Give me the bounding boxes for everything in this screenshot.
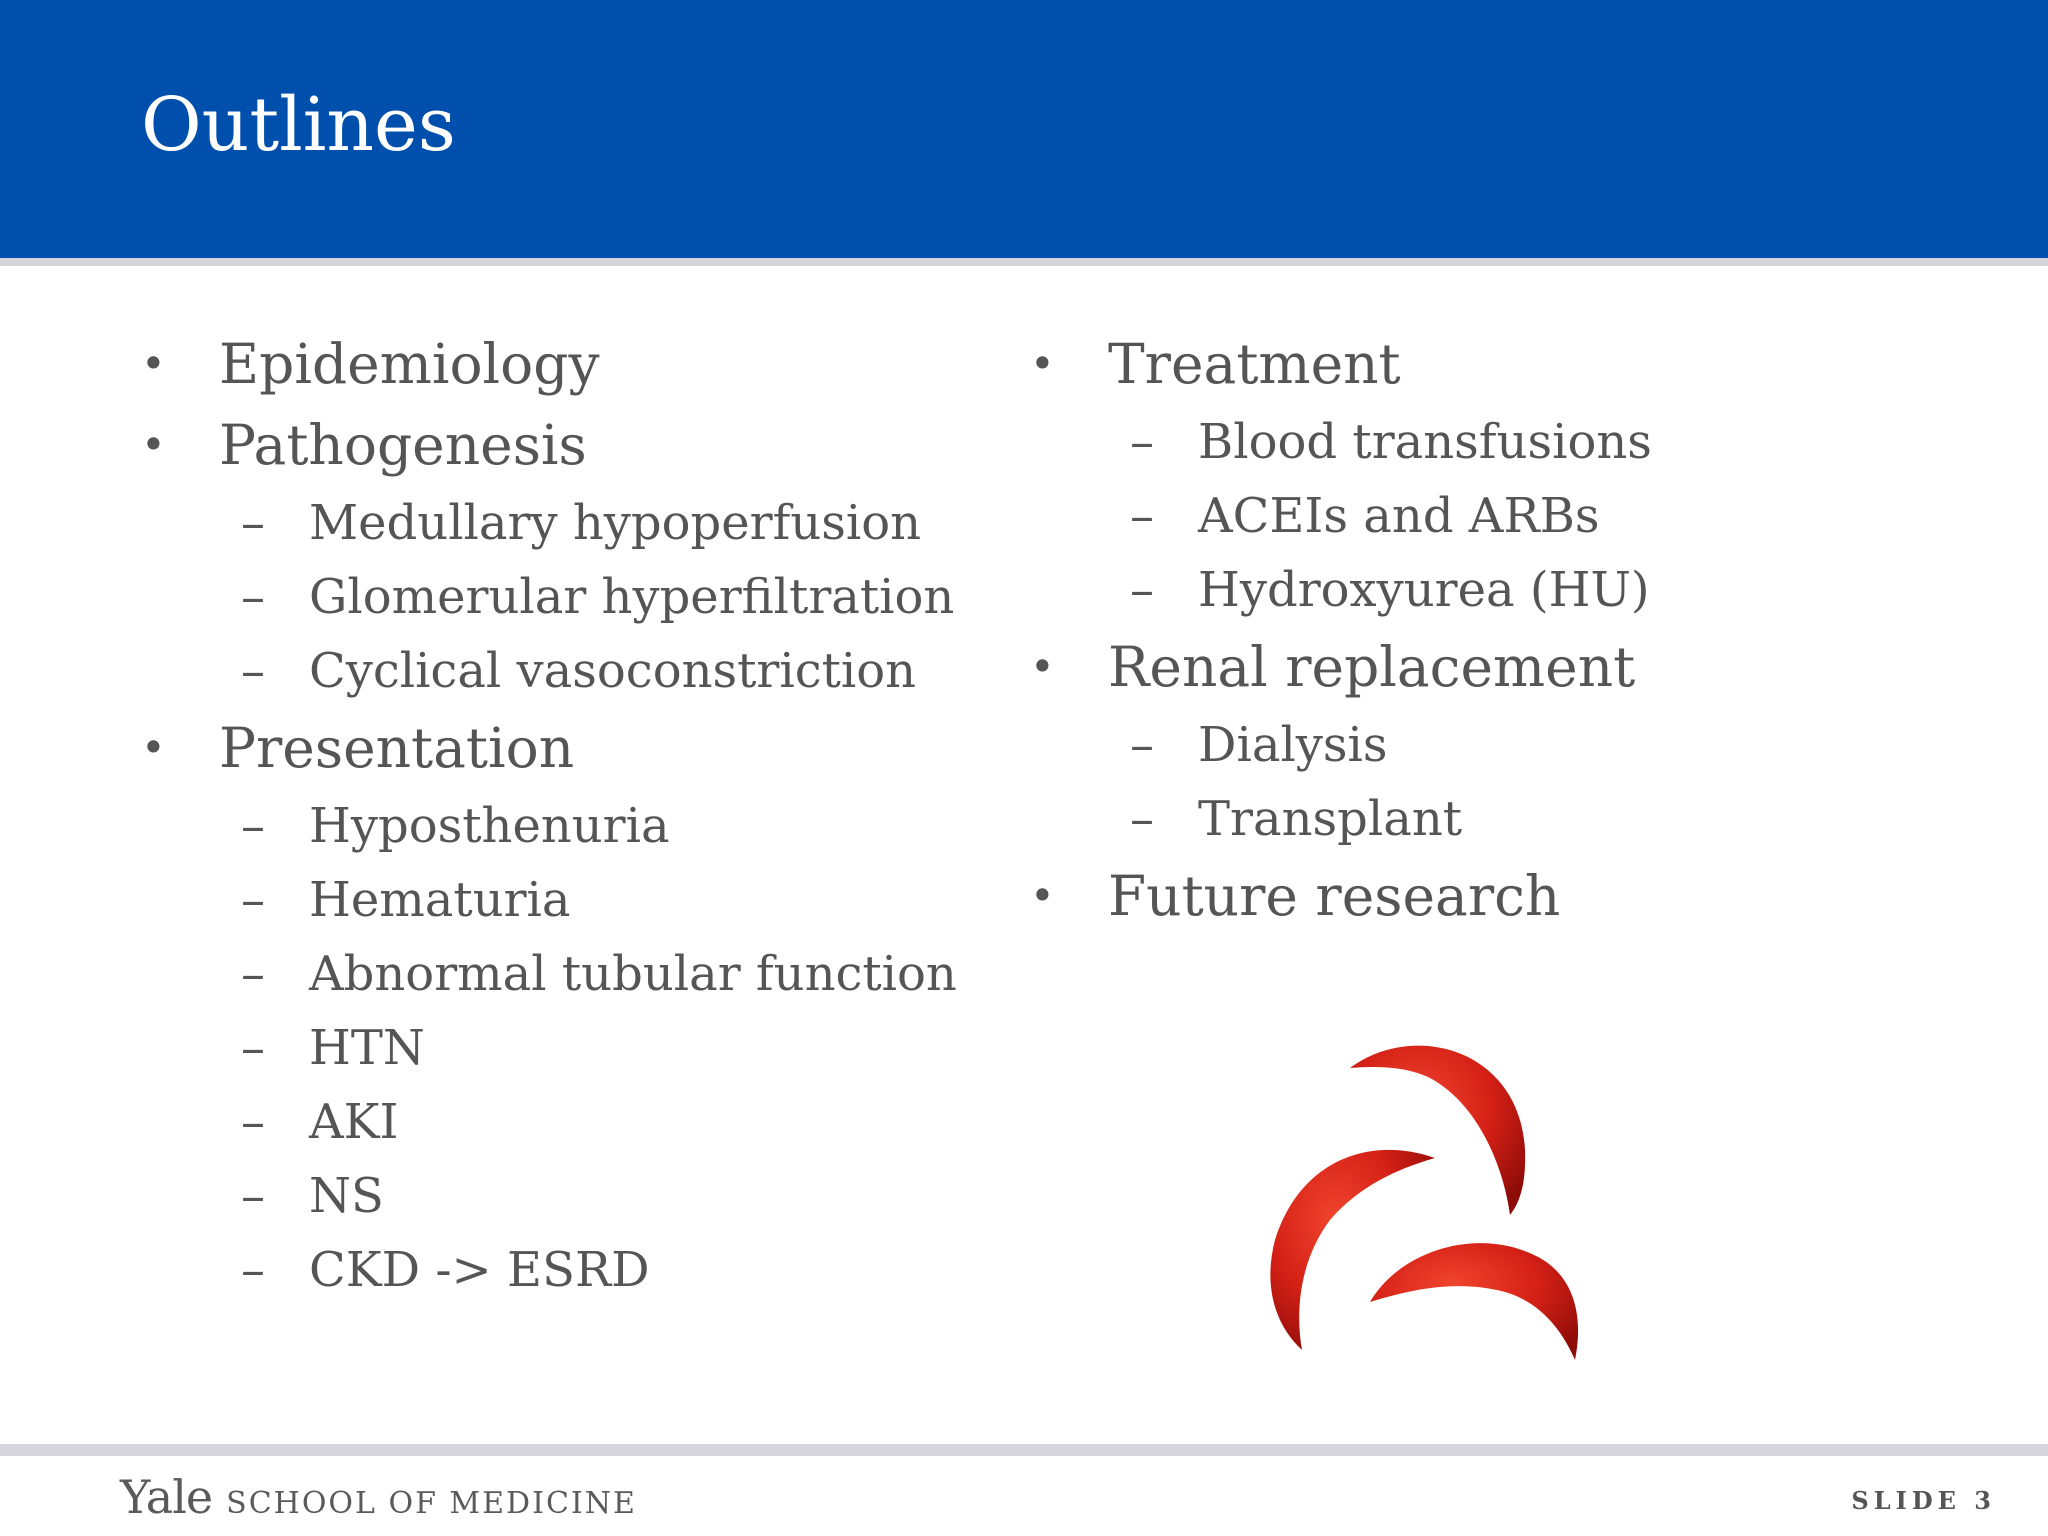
- outline-subitem: [1030, 483, 1830, 557]
- bullet-marker: •: [1030, 642, 1055, 691]
- outline-item-text: Cyclical vasoconstriction: [309, 643, 917, 699]
- dash-marker: –: [241, 1242, 265, 1298]
- outline-item-text: Renal replacement: [1108, 635, 1636, 699]
- dash-marker: –: [241, 643, 265, 699]
- outline-item: [1030, 631, 1830, 712]
- bullet-marker: •: [1030, 871, 1055, 920]
- bullet-marker: •: [1030, 339, 1055, 388]
- yale-school-of-medicine-logo: [120, 1470, 637, 1524]
- bullet-marker: •: [141, 420, 166, 469]
- outline-item-text: Transplant: [1198, 791, 1463, 847]
- outline-subitem: [141, 638, 1001, 712]
- outline-subitem: [141, 941, 1001, 1015]
- outline-item-text: AKI: [309, 1094, 399, 1150]
- outline-subitem: [141, 1089, 1001, 1163]
- slide-number: SLIDE 3: [1851, 1486, 1996, 1515]
- sickle-cell-bottom: [1370, 1243, 1578, 1360]
- header-divider: [0, 258, 2048, 266]
- outline-item-text: CKD -> ESRD: [309, 1242, 650, 1298]
- outline-item: [1030, 328, 1830, 409]
- dash-marker: –: [241, 1168, 265, 1224]
- slide-title: Outlines: [141, 82, 456, 168]
- dash-marker: –: [241, 798, 265, 854]
- dash-marker: –: [241, 872, 265, 928]
- outline-subitem: [141, 490, 1001, 564]
- outline-item-text: Treatment: [1108, 332, 1401, 396]
- outline-subitem: [141, 1237, 1001, 1311]
- outline-subitem: [141, 1015, 1001, 1089]
- outline-subitem: [141, 867, 1001, 941]
- sickle-cells-icon: [1240, 1010, 1640, 1390]
- outline-item-text: ACEIs and ARBs: [1198, 488, 1600, 544]
- bullet-marker: •: [141, 339, 166, 388]
- outline-item-text: Epidemiology: [219, 332, 600, 396]
- outline-item-text: NS: [309, 1168, 384, 1224]
- outline-item: [141, 712, 1001, 793]
- outline-item-text: HTN: [309, 1020, 425, 1076]
- outline-item-text: Future research: [1108, 864, 1561, 928]
- outline-item: [141, 409, 1001, 490]
- outline-subitem: [1030, 712, 1830, 786]
- outline-item-text: Blood transfusions: [1198, 414, 1652, 470]
- sickle-cell-left: [1270, 1150, 1435, 1350]
- sickle-cell-top: [1350, 1046, 1525, 1215]
- outline-subitem: [1030, 409, 1830, 483]
- bullet-marker: •: [141, 723, 166, 772]
- right-outline-list: [1030, 328, 1830, 941]
- footer-divider: [0, 1444, 2048, 1456]
- dash-marker: –: [241, 946, 265, 1002]
- dash-marker: –: [1130, 791, 1154, 847]
- dash-marker: –: [1130, 488, 1154, 544]
- dash-marker: –: [241, 495, 265, 551]
- dash-marker: –: [1130, 717, 1154, 773]
- outline-item-text: Glomerular hyperfiltration: [309, 569, 955, 625]
- left-outline-list: [141, 328, 1001, 1311]
- outline-item-text: Dialysis: [1198, 717, 1388, 773]
- outline-item-text: Medullary hypoperfusion: [309, 495, 922, 551]
- dash-marker: –: [241, 1094, 265, 1150]
- outline-item-text: Hematuria: [309, 872, 571, 928]
- dash-marker: –: [1130, 562, 1154, 618]
- outline-subitem: [1030, 557, 1830, 631]
- outline-subitem: [1030, 786, 1830, 860]
- outline-item-text: Presentation: [219, 716, 575, 780]
- brand-school: SCHOOL OF MEDICINE: [226, 1486, 637, 1521]
- outline-item-text: Pathogenesis: [219, 413, 587, 477]
- dash-marker: –: [241, 569, 265, 625]
- outline-item-text: Hyposthenuria: [309, 798, 670, 854]
- brand-name: Yale: [120, 1470, 213, 1524]
- outline-item: [141, 328, 1001, 409]
- outline-item-text: Hydroxyurea (HU): [1198, 562, 1650, 618]
- outline-subitem: [141, 564, 1001, 638]
- outline-subitem: [141, 1163, 1001, 1237]
- outline-subitem: [141, 793, 1001, 867]
- dash-marker: –: [1130, 414, 1154, 470]
- dash-marker: –: [241, 1020, 265, 1076]
- outline-item-text: Abnormal tubular function: [309, 946, 957, 1002]
- outline-item: [1030, 860, 1830, 941]
